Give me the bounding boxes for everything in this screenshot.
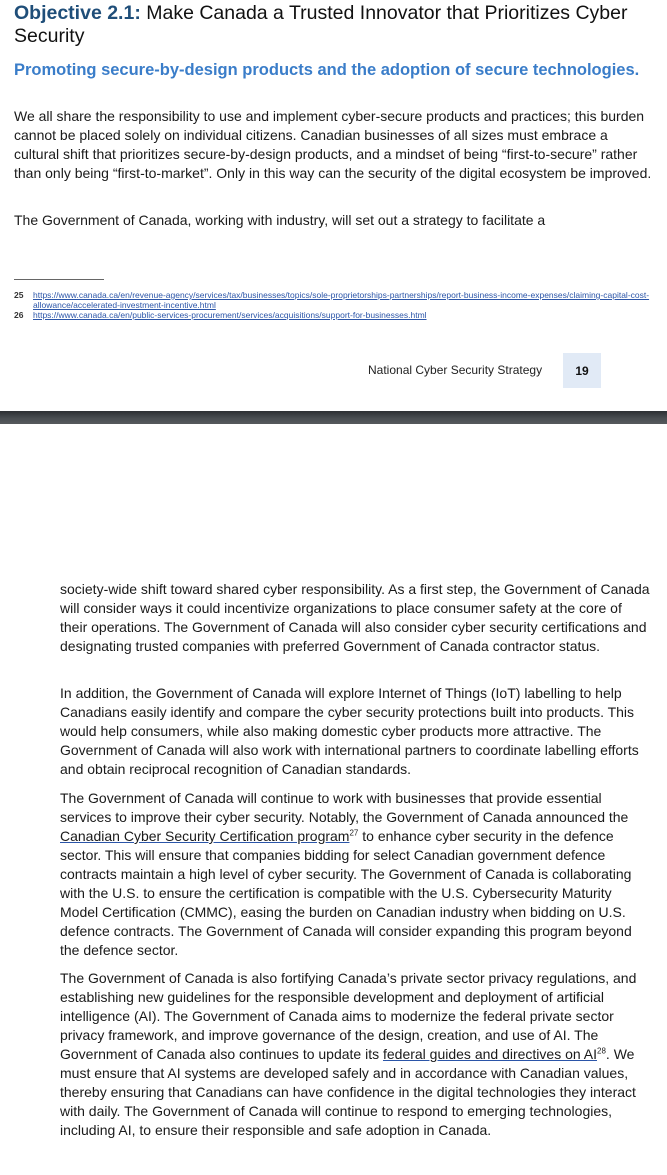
- footnote-ref: 28: [597, 1046, 606, 1056]
- certification-program-link[interactable]: Canadian Cyber Security Certification program: [60, 828, 350, 844]
- subheading: Promoting secure-by-design products and the adoption of secure technologies.: [14, 61, 640, 79]
- footnote-ref: 27: [349, 828, 359, 838]
- paragraph: The Government of Canada, working with industry, will set out a strategy to facilitate a: [14, 212, 546, 228]
- footnotes: [14, 290, 654, 320]
- ai-guides-link[interactable]: federal guides and directives on AI: [382, 1046, 598, 1062]
- footnote-number: 25: [14, 290, 24, 300]
- section-heading: [14, 2, 644, 48]
- footnote-link[interactable]: https://www.canada.ca/en/public-services-procurement/services/acquisitions/support-for-businesses.html: [33, 310, 427, 320]
- paragraph: In addition, the Government of Canada will explore Internet of Things (IoT) labelling to help Canadians easily identify and compare the cyber security protections built into products. This would help consumers, while also making domestic cyber products more attractive. The Government of Canada will also work with international partners to coordinate labelling efforts and obtain reciprocal recognition of Canadian standards.: [60, 685, 639, 777]
- footnote-number: 26: [14, 310, 24, 320]
- footnote-item: [14, 290, 654, 310]
- objective-label: Objective 2.1:: [14, 2, 141, 24]
- footnote-item: [14, 310, 654, 320]
- paragraph-text: The Government of Canada will continue to work with businesses that provide essential services to improve their cyber security. Notably, the Government of Canada announced the: [60, 790, 629, 825]
- paragraph: [60, 789, 650, 960]
- objective-title: Make Canada a Trusted Innovator that Prioritizes Cyber Security: [14, 2, 628, 47]
- paragraph: [60, 969, 650, 1140]
- paragraph-text: The Government of Canada is also fortifying Canada’s private sector privacy regulations, and establishing new guidelines for the responsible development and deployment of artificial intelligence (AI). The Government of Canada aims to modernize the federal private sector privacy framework, and improve governance of the design, creation, and use of AI. The Government of Canada also continues to update its: [60, 970, 637, 1062]
- paragraph: society-wide shift toward shared cyber responsibility. As a first step, the Government of Canada will consider ways it could incentivize organizations to place consumer safety at the core of their operations. The Government of Canada will also consider cyber security certifications and designating trusted companies with preferred Government of Canada contractor status.: [60, 581, 650, 654]
- page-number: 19: [563, 353, 601, 388]
- paragraph-text: to enhance cyber security in the defence sector. This will ensure that companies bidding for select Canadian government defence contracts maintain a high level of cyber security. The Government of Canada is collaborating with the U.S. to ensure the certification is compatible with the U.S. Cybersecurity Maturity Model Certification (CMMC), easing the burden on Canadian industry when bidding on U.S. defence contracts. The Government of Canada will consider expanding this program beyond the defence sector.: [60, 828, 632, 958]
- paragraph-text: . We must ensure that AI systems are developed safely and in accordance with Canadian values, thereby ensuring that Canadians can have confidence in the digital technologies they interact with daily. The Government of Canada will continue to respond to emerging technologies, including AI, to ensure their responsible and safe adoption in Canada.: [60, 1046, 636, 1138]
- footer-document-title: National Cyber Security Strategy: [368, 363, 543, 377]
- footnote-link[interactable]: https://www.canada.ca/en/revenue-agency/services/tax/businesses/topics/sole-proprietorships-partnerships/report-business-income-expenses/claiming-capital-cost-allowance/accelerated-investment-incentive.html: [33, 290, 650, 310]
- page-19: [0, 0, 667, 412]
- paragraph: We all share the responsibility to use and implement cyber-secure products and practices; this burden cannot be placed solely on individual citizens. Canadian businesses of all sizes must embrace a cultural shift that prioritizes secure-by-design products, and a mindset of being “first-to-secure” rather than only being “first-to-market”. Only in this way can the security of the digital ecosystem be improved.: [14, 108, 652, 181]
- footnote-divider: [14, 279, 104, 280]
- page-separator: [0, 411, 667, 424]
